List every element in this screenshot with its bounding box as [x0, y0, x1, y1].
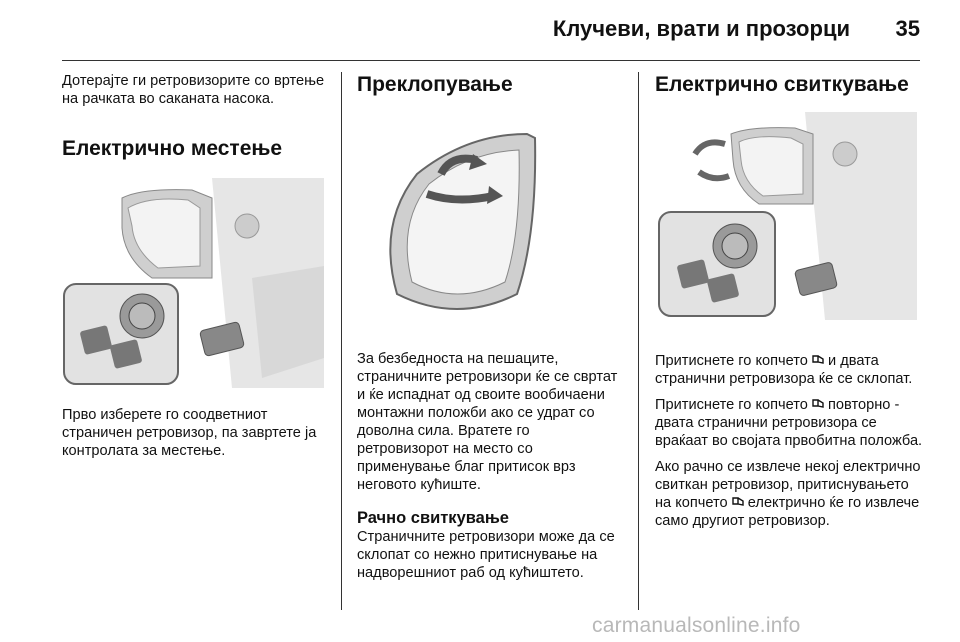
mirror-fold-icon: [732, 496, 744, 508]
section-heading-electric-adjust: Електрично местење: [62, 137, 283, 160]
page-number: 35: [895, 16, 920, 41]
column-2: [357, 72, 623, 582]
column-divider: [341, 72, 342, 610]
section-heading-electric-fold: Електрично свиткување: [655, 73, 909, 96]
page-header: [0, 0, 960, 62]
chapter-title: Клучеви, врати и прозорци: [552, 16, 850, 41]
watermark: carmanualsonline.info: [592, 614, 801, 637]
header-rule: [62, 60, 920, 61]
column-1: [62, 72, 326, 460]
electric-adjust-paragraph: Прво изберете го соодветниот страничен ретровизор, па завртете ја контролата за местење.: [62, 407, 317, 459]
electric-fold-paragraph-2: Притиснете го копчето повторно - двата странични ретровизора се враќаат во својата првобитна положба.: [655, 397, 923, 449]
folding-paragraph: За безбедноста на пешаците, страничните ретровизори ќе се свртат и ќе испаднат од своите вообичаени монтажни положби ако се удрат со доволна сила. Вратете го ретровизорот на место со применување благ притисок врз неговото кућиште.: [357, 351, 618, 493]
electric-fold-paragraph-1: Притиснете го копчето и двата странични ретровизора ќе се склопат.: [655, 353, 913, 387]
subheading-manual-fold: Рачно свиткување: [357, 509, 509, 527]
mirror-fold-illustration: [357, 114, 623, 322]
mirror-fold-icon: [812, 398, 824, 410]
mirror-fold-icon: [812, 354, 824, 366]
manual-fold-paragraph: Страничните ретровизори може да се склопат со нежно притиснување на надворешниот раб од кућиштето.: [357, 529, 615, 581]
section-heading-folding: Преклопување: [357, 73, 513, 96]
electric-fold-paragraph-3: Ако рачно се извлече некој електрично свиткан ретровизор, притиснувањето на копчето електрично ќе го извлече само другиот ретровизор.: [655, 459, 921, 529]
mirror-adjust-illustration: [62, 178, 324, 388]
intro-paragraph: Дотерајте ги ретровизорите со вртење на рачката во саканата насока.: [62, 73, 325, 107]
electric-fold-illustration: [655, 112, 917, 320]
column-3: [655, 72, 925, 530]
column-divider: [638, 72, 639, 610]
